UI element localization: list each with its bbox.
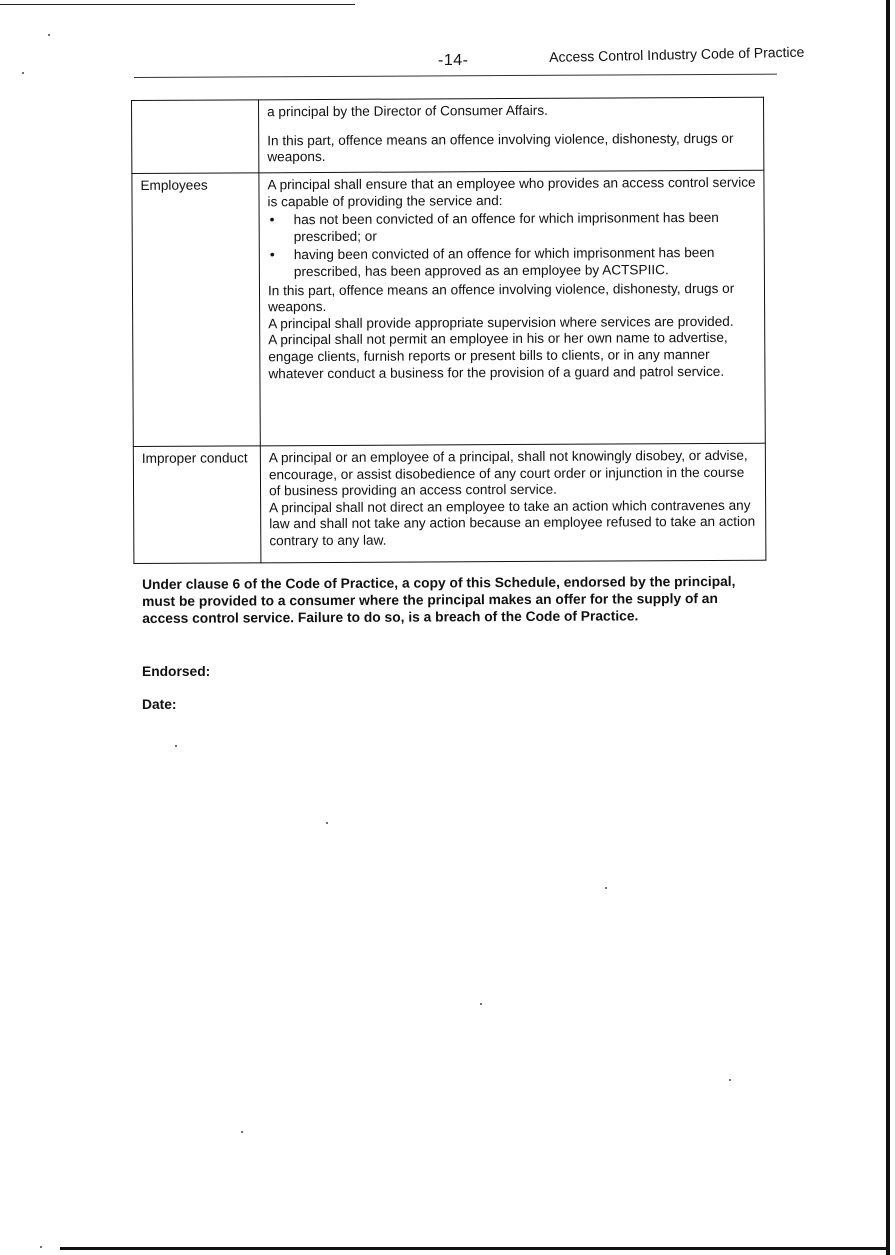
header-rule (134, 74, 777, 78)
row-paragraph: A principal shall not permit an employee in his or her own name to advertise, engage clients, furnish reports or present bills to clients, or in any manner whatever conduct a business for the provision of a guard and patrol service. (268, 330, 728, 381)
schedule-note: Under clause 6 of the Code of Practice, a copy of this Schedule, endorsed by the principal, must be provided to a consumer where the principal makes an offer for the supply of an access control service. Failure to do so, is a breach of the Code of Practice. (142, 573, 736, 626)
scan-speck (175, 745, 177, 747)
endorsed-label: Endorsed: (142, 664, 211, 679)
scan-bottom-edge (60, 1247, 890, 1250)
scan-top-line (0, 4, 355, 5)
row-label (132, 100, 259, 174)
header-title: Access Control Industry Code of Practice (549, 43, 805, 65)
row-intro: A principal shall ensure that an employee who provides an access control service is capable of providing the service and: (267, 174, 756, 209)
date-label: Date: (142, 697, 177, 712)
row-content (260, 443, 766, 563)
bullet-icon: • (269, 246, 275, 263)
page-number: -14- (438, 52, 469, 69)
row-paragraph: A principal shall provide appropriate supervision where services are provided. (268, 313, 734, 332)
row-content (259, 170, 765, 446)
scan-speck (241, 1131, 243, 1133)
row-paragraph: In this part, offence means an offence involving violence, dishonesty, drugs or weapons. (267, 280, 735, 315)
schedule-table (131, 97, 766, 564)
scan-speck (326, 822, 328, 824)
row-paragraph: a principal by the Director of Consumer Affairs. (267, 102, 548, 120)
row-paragraph: A principal or an employee of a principal, shall not knowingly disobey, or advise, encourage, or assist disobedience of any court order or injunction in the course of business providing an access control service. (268, 447, 748, 499)
bullet-icon: • (269, 211, 275, 228)
scan-speck (605, 887, 607, 889)
scan-speck (48, 34, 50, 36)
scan-right-edge (886, 0, 890, 1255)
row-paragraph: A principal shall not direct an employee to take an action which contravenes any law and shall not take any action because an employee refused to take an action contrary to any law. (269, 497, 756, 549)
bullet-item (268, 245, 758, 281)
scan-speck (729, 1079, 731, 1081)
bullet-item (268, 210, 758, 246)
bullet-text: having been convicted of an offence for which imprisonment has been prescribed, has been approved as an employee by ACTSPIIC. (293, 245, 715, 280)
table-row (133, 443, 766, 563)
scan-speck (22, 72, 24, 74)
row-paragraph: In this part, offence means an offence involving violence, dishonesty, drugs or weapons. (267, 130, 734, 165)
scan-speck (480, 1003, 482, 1005)
row-label: Employees (132, 173, 260, 447)
table-row (132, 170, 765, 446)
row-content (259, 97, 764, 173)
table-row (132, 97, 764, 173)
bullet-text: has not been convicted of an offence for which imprisonment has been prescribed; or (293, 210, 719, 244)
scan-speck (40, 1246, 42, 1248)
row-label: Improper conduct (133, 446, 261, 564)
